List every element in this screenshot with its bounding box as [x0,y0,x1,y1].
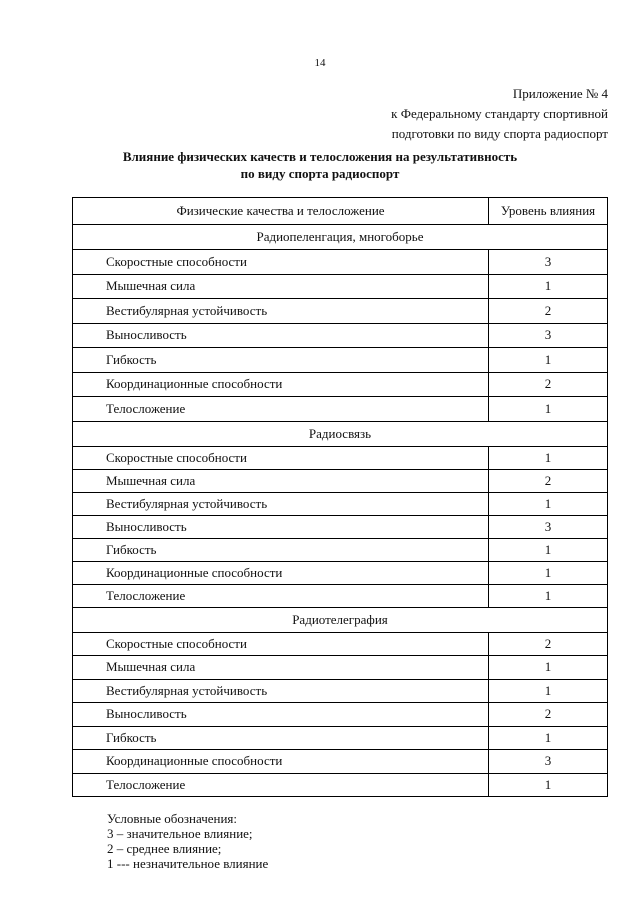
section-title: Радиотелеграфия [73,607,608,632]
quality-cell: Скоростные способности [73,250,489,275]
table-row [73,372,608,397]
quality-cell: Вестибулярная устойчивость [73,299,489,324]
page-number: 14 [314,57,326,69]
section-row [73,225,608,250]
table-row [73,348,608,373]
quality-cell: Мышечная сила [73,656,489,680]
level-cell: 3 [489,750,608,774]
quality-cell: Выносливость [73,515,489,538]
appendix-line: Приложение № 4 [512,86,608,101]
quality-cell: Гибкость [73,538,489,561]
table-row [73,538,608,561]
level-cell: 2 [489,469,608,492]
level-cell: 1 [489,726,608,750]
legend-item: 1 --- незначительное влияние [107,856,269,871]
quality-cell: Мышечная сила [73,274,489,299]
appendix-note [308,84,608,144]
quality-cell: Телосложение [73,773,489,797]
quality-cell: Телосложение [73,397,489,422]
section-row [73,607,608,632]
table-row [73,773,608,797]
table-row [73,323,608,348]
level-cell: 3 [489,250,608,275]
level-cell: 1 [489,773,608,797]
header-level: Уровень влияния [489,198,608,225]
appendix-line: к Федеральному стандарту спортивной [391,106,608,121]
section-row [73,421,608,446]
legend [107,811,268,871]
document-title [0,148,640,182]
quality-cell: Координационные способности [73,561,489,584]
influence-table [72,197,608,797]
level-cell: 2 [489,299,608,324]
legend-title: Условные обозначения: [107,811,238,826]
table-row [73,656,608,680]
quality-cell: Телосложение [73,584,489,607]
table-header-row [73,198,608,225]
table-row [73,561,608,584]
title-line: Влияние физических качеств и телосложения на результативность [122,149,518,164]
level-cell: 1 [489,538,608,561]
quality-cell: Скоростные способности [73,446,489,469]
table-row [73,632,608,656]
level-cell: 1 [489,446,608,469]
table-row [73,446,608,469]
table-row [73,274,608,299]
table-row [73,679,608,703]
table-row [73,750,608,774]
legend-item: 2 – среднее влияние; [107,841,222,856]
section-title: Радиопеленгация, многоборье [73,225,608,250]
quality-cell: Вестибулярная устойчивость [73,492,489,515]
quality-cell: Выносливость [73,323,489,348]
quality-cell: Координационные способности [73,372,489,397]
level-cell: 1 [489,397,608,422]
quality-cell: Выносливость [73,703,489,727]
level-cell: 2 [489,372,608,397]
level-cell: 1 [489,561,608,584]
table-row [73,299,608,324]
quality-cell: Гибкость [73,726,489,750]
level-cell: 1 [489,679,608,703]
level-cell: 1 [489,348,608,373]
appendix-line: подготовки по виду спорта радиоспорт [391,126,608,141]
quality-cell: Мышечная сила [73,469,489,492]
legend-item: 3 – значительное влияние; [107,826,253,841]
quality-cell: Вестибулярная устойчивость [73,679,489,703]
section-group [73,607,608,797]
level-cell: 3 [489,515,608,538]
level-cell: 1 [489,274,608,299]
title-line: по виду спорта радиоспорт [240,166,400,181]
quality-cell: Гибкость [73,348,489,373]
table-row [73,397,608,422]
table-row [73,515,608,538]
table-row [73,250,608,275]
table-row [73,492,608,515]
level-cell: 1 [489,584,608,607]
level-cell: 2 [489,703,608,727]
quality-cell: Скоростные способности [73,632,489,656]
level-cell: 1 [489,656,608,680]
table-row [73,726,608,750]
table-row [73,584,608,607]
table-row [73,469,608,492]
quality-cell: Координационные способности [73,750,489,774]
section-group [73,421,608,607]
section-group [73,225,608,422]
header-quality: Физические качества и телосложение [73,198,489,225]
level-cell: 1 [489,492,608,515]
level-cell: 2 [489,632,608,656]
section-title: Радиосвязь [73,421,608,446]
level-cell: 3 [489,323,608,348]
table-row [73,703,608,727]
